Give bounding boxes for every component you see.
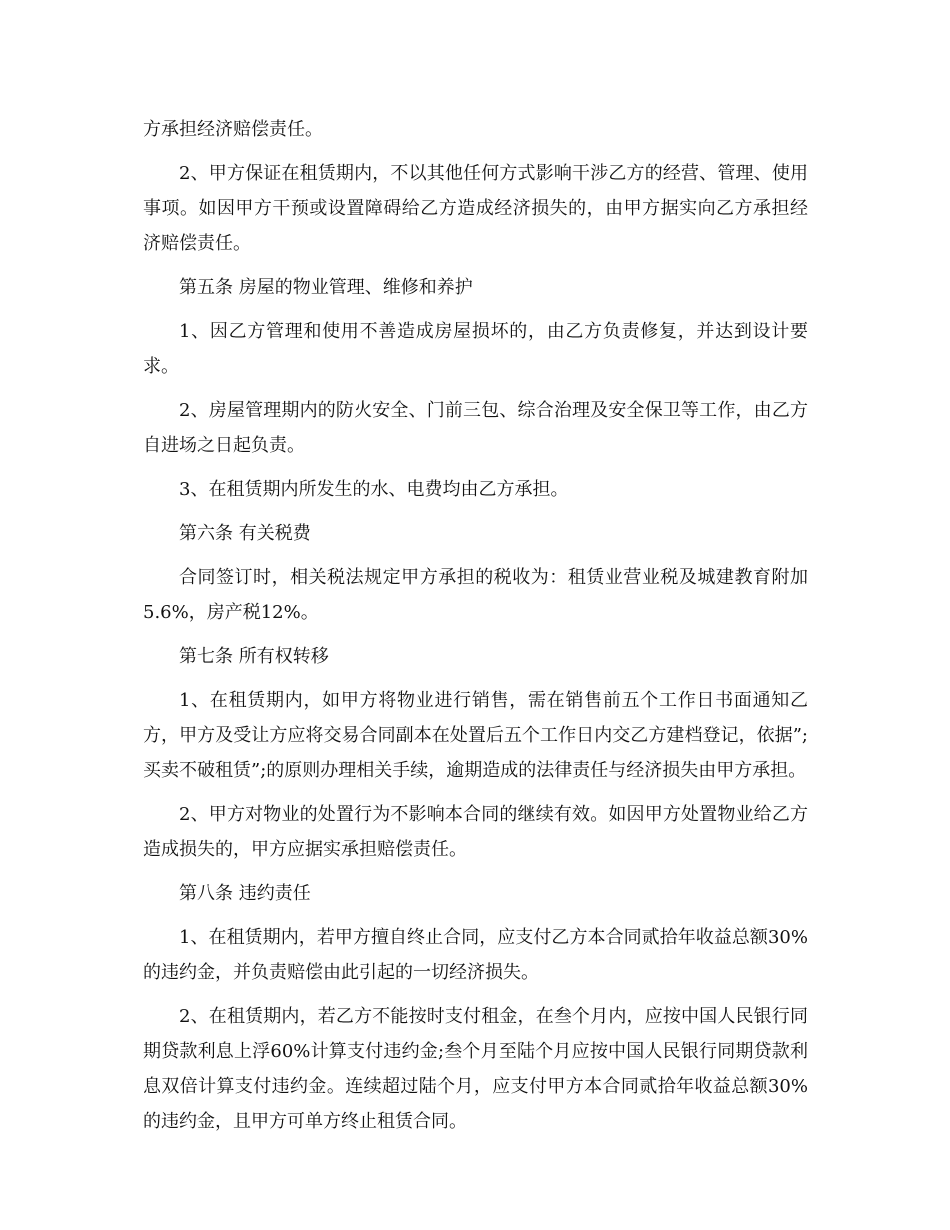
paragraph-article-5-item-2: 2、房屋管理期内的防火安全、门前三包、综合治理及安全保卫等工作，由乙方自进场之日起负责。 [143, 400, 808, 456]
paragraph-clause-4-item-2: 2、甲方保证在租赁期内，不以其他任何方式影响干涉乙方的经营、管理、使用事项。如因甲方干预或设置障碍给乙方造成经济损失的，由甲方据实向乙方承担经济赔偿责任。 [143, 163, 808, 254]
document-body [143, 112, 808, 1148]
heading-article-5: 第五条 房屋的物业管理、维修和养护 [179, 277, 473, 298]
paragraph-article-8-item-1: 1、在租赁期内，若甲方擅自终止合同，应支付乙方本合同贰拾年收益总额30%的违约金，并负责赔偿由此引起的一切经济损失。 [143, 927, 808, 983]
paragraph-article-6: 合同签订时，相关税法规定甲方承担的税收为：租赁业营业税及城建教育附加5.6%，房产税12%。 [143, 567, 808, 623]
paragraph-article-7-item-2: 2、甲方对物业的处置行为不影响本合同的继续有效。如因甲方处置物业给乙方造成损失的，甲方应据实承担赔偿责任。 [143, 804, 808, 860]
paragraph-article-8-item-2: 2、在租赁期内，若乙方不能按时支付租金，在叁个月内，应按中国人民银行同期贷款利息上浮60%计算支付违约金;叁个月至陆个月应按中国人民银行同期贷款利息双倍计算支付违约金。连续超过陆个月，应支付甲方本合同贰拾年收益总额30%的违约金，且甲方可单方终止租赁合同。 [143, 1006, 808, 1132]
heading-article-6: 第六条 有关税费 [179, 523, 311, 544]
heading-article-7: 第七条 所有权转移 [179, 646, 329, 667]
paragraph-continuation: 方承担经济赔偿责任。 [143, 119, 323, 140]
heading-article-8: 第八条 违约责任 [179, 883, 311, 904]
paragraph-article-5-item-3: 3、在租赁期内所发生的水、电费均由乙方承担。 [179, 479, 569, 500]
paragraph-article-5-item-1: 1、因乙方管理和使用不善造成房屋损坏的，由乙方负责修复，并达到设计要求。 [143, 321, 808, 377]
paragraph-article-7-item-1: 1、在租赁期内，如甲方将物业进行销售，需在销售前五个工作日书面通知乙方，甲方及受让方应将交易合同副本在处置后五个工作日内交乙方建档登记，依据”;买卖不破租赁”;的原则办理相关手续，逾期造成的法律责任与经济损失由甲方承担。 [143, 690, 808, 781]
